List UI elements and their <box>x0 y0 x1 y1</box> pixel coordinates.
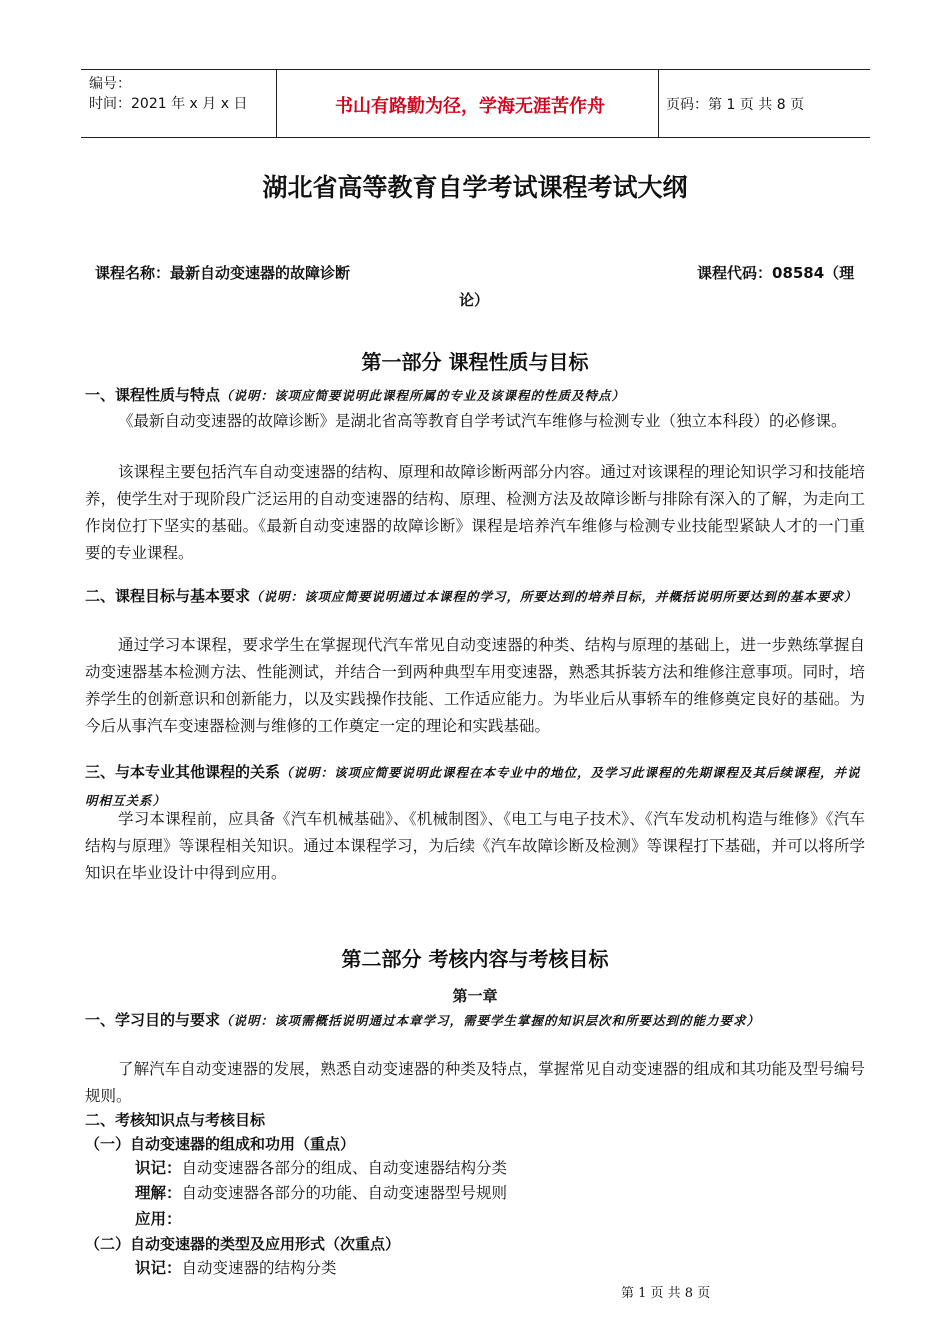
part2-section2-heading: 二、考核知识点与考核目标 <box>85 1111 266 1129</box>
understand-label: 理解： <box>135 1184 182 1202</box>
course-code: 课程代码：08584（理 <box>697 264 855 282</box>
header-divider <box>658 70 659 137</box>
recall-label: 识记： <box>135 1159 182 1177</box>
section-heading: 三、与本专业其他课程的关系 <box>85 763 281 781</box>
section-note: （说明：该项应简要说明此课程所属的专业及该课程的性质及特点） <box>220 388 626 403</box>
section-heading: 一、课程性质与特点 <box>85 386 221 404</box>
header-divider <box>276 70 277 137</box>
section-note: （说明：该项应简要说明通过本课程的学习，所要达到的培养目标，并概括说明所要达到的基本要求） <box>250 589 858 604</box>
recall-text: 自动变速器各部分的组成、自动变速器结构分类 <box>181 1159 508 1177</box>
apply-label: 应用： <box>135 1210 182 1228</box>
date-line: 时间：2021 年 x 月 x 日 <box>89 96 248 112</box>
knowledge-point-1-heading: （一）自动变速器的组成和功用（重点） <box>85 1135 356 1153</box>
chapter-title: 第一章 <box>452 987 498 1005</box>
part2-section1-heading <box>85 1007 865 1034</box>
k2-recall-line <box>135 1255 337 1281</box>
page-footer: 第 1 页 共 8 页 <box>621 1286 711 1301</box>
k1-understand-line <box>135 1180 507 1206</box>
serial-label: 编号： <box>89 76 131 92</box>
part1-s3-paragraph1: 学习本课程前，应具备《汽车机械基础》、《机械制图》、《电工与电子技术》、《汽车发动机构造与维修》《汽车结构与原理》等课程相关知识。通过本课程学习，为后续《汽车故障诊断及检测》等课程打下基础，并可以将所学知识在毕业设计中得到应用。 <box>85 810 865 882</box>
course-code-cont: 论） <box>459 291 490 309</box>
recall-text: 自动变速器的结构分类 <box>181 1259 337 1277</box>
part1-section1-heading <box>85 384 875 405</box>
part2-s1-paragraph1: 了解汽车自动变速器的发展，熟悉自动变速器的种类及特点，掌握常见自动变速器的组成和其功能及型号编号规则。 <box>85 1060 865 1105</box>
k1-apply-line <box>135 1206 182 1232</box>
header-motto: 书山有路勤为径，学海无涯苦作舟 <box>335 96 605 117</box>
section-heading: 二、课程目标与基本要求 <box>85 587 251 605</box>
part1-title: 第一部分 课程性质与目标 <box>361 350 589 374</box>
document-title: 湖北省高等教育自学考试课程考试大纲 <box>262 173 688 202</box>
understand-text: 自动变速器各部分的功能、自动变速器型号规则 <box>181 1184 508 1202</box>
recall-label: 识记： <box>135 1259 182 1277</box>
part1-s2-paragraph1: 通过学习本课程，要求学生在掌握现代汽车常见自动变速器的种类、结构与原理的基础上，进一步熟练掌握自动变速器基本检测方法、性能测试，并结合一到两种典型车用变速器，熟悉其拆装方法和维修注意事项。同时，培养学生的创新意识和创新能力，以及实践操作技能、工作适应能力。为毕业后从事轿车的维修奠定良好的基础。为今后从事汽车变速器检测与维修的工作奠定一定的理论和实践基础。 <box>85 636 865 735</box>
document-header <box>81 69 870 138</box>
part2-title: 第二部分 考核内容与考核目标 <box>341 947 609 971</box>
part1-section2-heading <box>85 583 865 610</box>
section-note: （说明：该项需概括说明通过本章学习，需要学生掌握的知识层次和所要达到的能力要求） <box>220 1013 761 1028</box>
part1-s1-paragraph2: 该课程主要包括汽车自动变速器的结构、原理和故障诊断两部分内容。通过对该课程的理论知识学习和技能培养，使学生对于现阶段广泛运用的自动变速器的结构、原理、检测方法及故障诊断与排除有深入的了解，为走向工作岗位打下坚实的基础。《最新自动变速器的故障诊断》课程是培养汽车维修与检测专业技能型紧缺人才的一门重要的专业课程。 <box>85 463 865 562</box>
course-name: 课程名称：最新自动变速器的故障诊断 <box>95 264 351 282</box>
section-note: （说明：该项应简要说明此课程在本专业中的地位，及学习此课程的先期课程及其后续课程，并说明相互关系） <box>85 765 861 808</box>
page-info: 页码：第 1 页 共 8 页 <box>666 97 805 113</box>
section-heading: 一、学习目的与要求 <box>85 1011 221 1029</box>
knowledge-point-2-heading: （二）自动变速器的类型及应用形式（次重点） <box>85 1235 401 1253</box>
k1-recall-line <box>135 1155 507 1181</box>
part1-s1-paragraph1: 《最新自动变速器的故障诊断》是湖北省高等教育自学考试汽车维修与检测专业（独立本科段）的必修课。 <box>118 412 847 430</box>
header-meta <box>89 74 247 114</box>
